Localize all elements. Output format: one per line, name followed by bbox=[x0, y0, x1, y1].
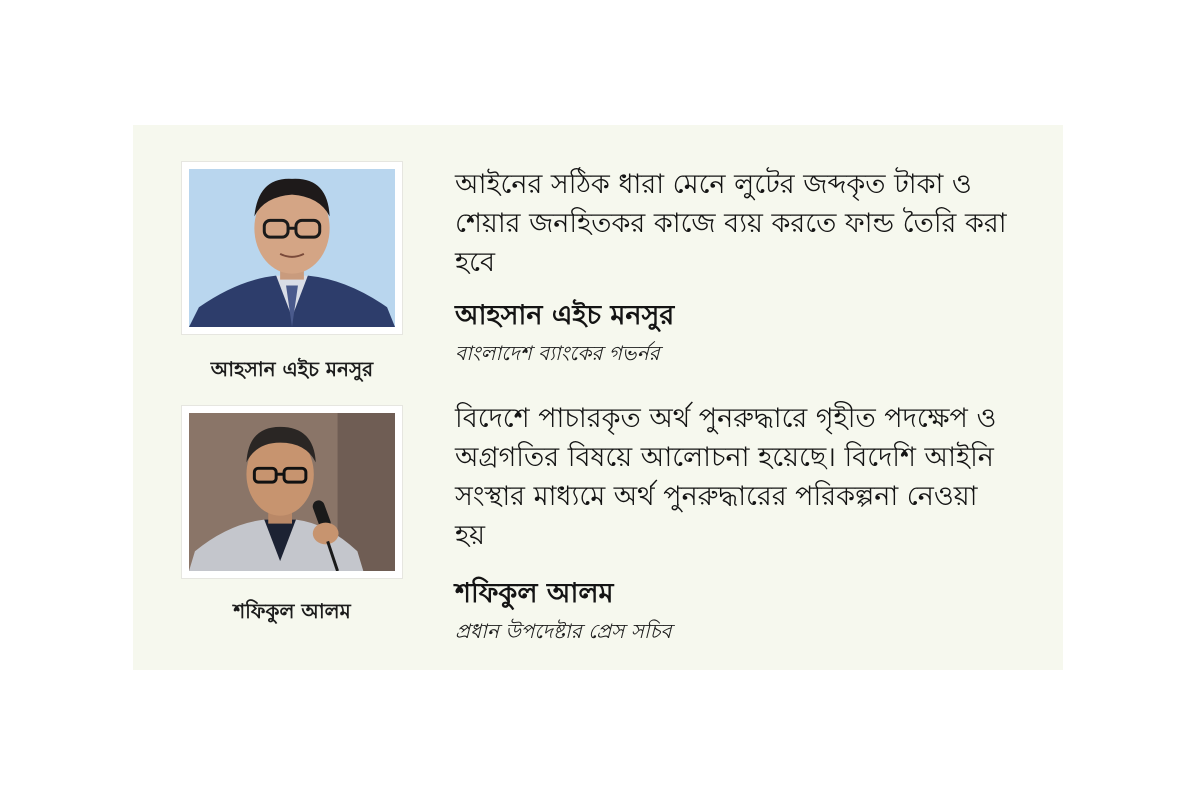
portrait-photo-mansur bbox=[189, 169, 395, 327]
quote-panel bbox=[133, 125, 1063, 670]
portrait-frame-mansur bbox=[181, 161, 403, 335]
portrait-image-alam bbox=[189, 413, 395, 571]
speaker-name-mansur: আহসান এইচ মনসুর bbox=[455, 300, 675, 331]
speaker-title-alam: প্রধান উপদেষ্টার প্রেস সচিব bbox=[455, 619, 672, 643]
portrait-image-mansur bbox=[189, 169, 395, 327]
portrait-frame-alam bbox=[181, 405, 403, 579]
speaker-title-mansur: বাংলাদেশ ব্যাংকের গভর্নর bbox=[455, 341, 660, 365]
portrait-photo-alam bbox=[189, 413, 395, 571]
quote-text-mansur: আইনের সঠিক ধারা মেনে লুটের জব্দকৃত টাকা ও শেয়ার জনহিতকর কাজে ব্যয় করতে ফান্ড তৈরি করা হবে bbox=[455, 169, 1007, 278]
quote-text-alam: বিদেশে পাচারকৃত অর্থ পুনরুদ্ধারে গৃহীত পদক্ষেপ ও অগ্রগতির বিষয়ে আলোচনা হয়েছে। বিদেশি আইনি সংস্থার মাধ্যমে অর্থ পুনরুদ্ধারের পরিকল্পনা নেওয়া হয় bbox=[455, 403, 997, 551]
speaker-name-alam: শফিকুল আলম bbox=[455, 578, 614, 609]
photo-caption-mansur: আহসান এইচ মনসুর bbox=[210, 357, 374, 381]
photo-caption-alam: শফিকুল আলম bbox=[233, 599, 351, 623]
